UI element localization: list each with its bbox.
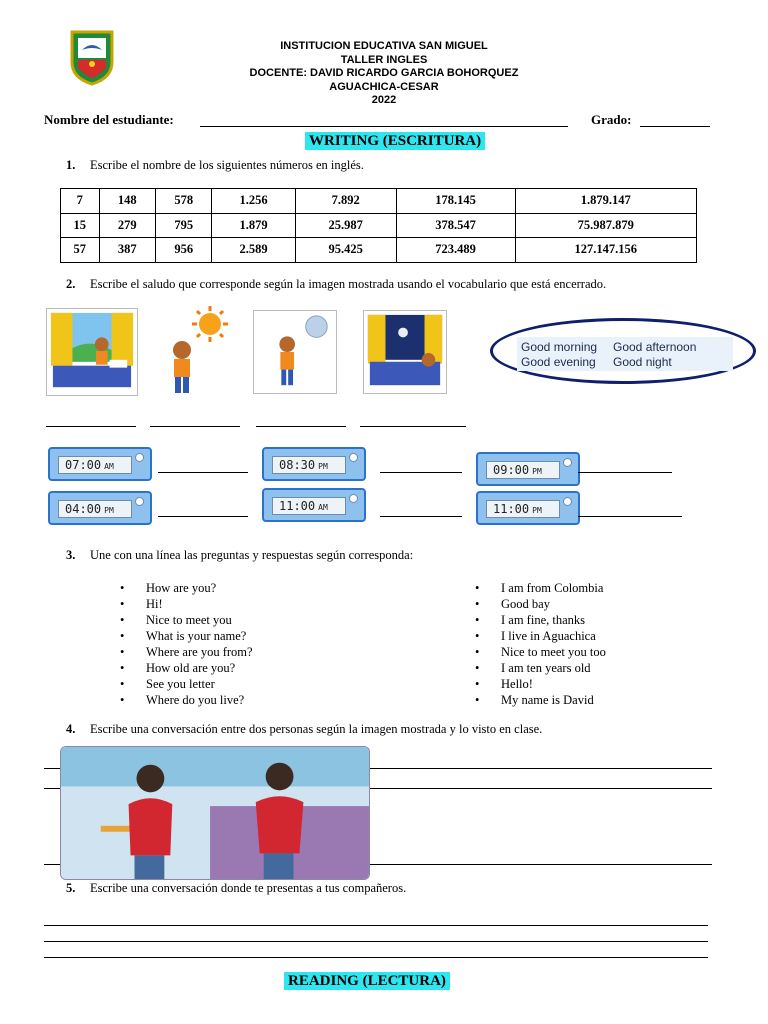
vocab-good-afternoon: Good afternoon xyxy=(613,340,697,354)
question-1 xyxy=(66,158,364,173)
table-cell: 1.879 xyxy=(212,213,295,238)
question-5 xyxy=(66,881,406,896)
digital-clock xyxy=(48,447,152,481)
digital-clock xyxy=(48,491,152,525)
boy-and-sun-image xyxy=(160,306,232,398)
answer-line[interactable] xyxy=(256,426,346,427)
teacher-name: DOCENTE: DAVID RICARDO GARCIA BOHORQUEZ xyxy=(249,67,519,79)
vocab-good-evening: Good evening xyxy=(521,355,596,369)
table-cell: 7 xyxy=(61,189,100,214)
list-item[interactable]: • Nice to meet you xyxy=(146,612,253,628)
answer-line[interactable] xyxy=(150,426,240,427)
answer-line[interactable] xyxy=(158,472,248,473)
answers-list xyxy=(501,580,606,708)
table-cell: 578 xyxy=(155,189,211,214)
answer-line[interactable] xyxy=(578,516,682,517)
list-item[interactable]: • Where are you from? xyxy=(146,644,253,660)
location: AGUACHICA-CESAR xyxy=(329,80,439,93)
student-name-label: Nombre del estudiante: xyxy=(44,112,174,127)
writing-line[interactable] xyxy=(44,941,708,942)
list-item[interactable]: • I live in Aguachica xyxy=(501,628,606,644)
table-cell: 378.547 xyxy=(396,213,515,238)
answer-line[interactable] xyxy=(578,472,672,473)
clock-period: PM xyxy=(532,467,542,476)
workshop-title: TALLER INGLES xyxy=(340,53,428,66)
clock-period: PM xyxy=(104,506,114,515)
question-number: 5. xyxy=(66,881,76,895)
vocabulary-box xyxy=(517,337,733,371)
boy-and-moon-image xyxy=(253,310,337,394)
answer-line[interactable] xyxy=(380,516,462,517)
list-item[interactable]: • I am ten years old xyxy=(501,660,606,676)
list-item[interactable]: • Hello! xyxy=(501,676,606,692)
answer-line[interactable] xyxy=(158,516,248,517)
list-item[interactable]: • How are you? xyxy=(146,580,253,596)
school-name: INSTITUCION EDUCATIVA SAN MIGUEL xyxy=(280,40,488,52)
digital-clock xyxy=(262,447,366,481)
table-cell: 75.987.879 xyxy=(515,213,696,238)
table-cell: 387 xyxy=(99,238,155,263)
document-header xyxy=(0,40,768,108)
question-text: Escribe el saludo que corresponde según la imagen mostrada usando el vocabulario que está encerrado. xyxy=(90,277,607,291)
two-girls-talking-photo xyxy=(60,746,370,880)
question-number: 4. xyxy=(66,722,76,736)
list-item[interactable]: • Nice to meet you too xyxy=(501,644,606,660)
clock-period: PM xyxy=(318,462,328,471)
question-4 xyxy=(66,722,542,737)
table-cell: 15 xyxy=(61,213,100,238)
reading-section-title: READING (LECTURA) xyxy=(284,972,450,990)
table-cell: 1.256 xyxy=(212,189,295,214)
question-number: 1. xyxy=(66,158,76,172)
boy-waking-up-image xyxy=(46,308,138,396)
vocab-good-morning: Good morning xyxy=(521,340,598,354)
table-cell: 127.147.156 xyxy=(515,238,696,263)
table-cell: 795 xyxy=(155,213,211,238)
answer-line[interactable] xyxy=(380,472,462,473)
grade-label: Grado: xyxy=(591,112,632,127)
table-cell: 57 xyxy=(61,238,100,263)
student-name-line[interactable] xyxy=(200,126,568,127)
list-item[interactable]: • I am from Colombia xyxy=(501,580,606,596)
table-cell: 148 xyxy=(99,189,155,214)
list-item[interactable]: • See you letter xyxy=(146,676,253,692)
numbers-table xyxy=(60,188,697,263)
answer-line[interactable] xyxy=(360,426,466,427)
table-cell: 178.145 xyxy=(396,189,515,214)
answer-line[interactable] xyxy=(46,426,136,427)
question-3 xyxy=(66,548,413,563)
writing-section-title: WRITING (ESCRITURA) xyxy=(305,132,485,150)
question-number: 2. xyxy=(66,277,76,291)
digital-clock xyxy=(476,452,580,486)
list-item[interactable]: • What is your name? xyxy=(146,628,253,644)
clock-time: 08:30 xyxy=(279,458,316,472)
clock-period: PM xyxy=(532,506,542,515)
clock-time: 11:00 xyxy=(493,502,530,516)
table-cell: 2.589 xyxy=(212,238,295,263)
question-number: 3. xyxy=(66,548,76,562)
student-info-row xyxy=(44,112,714,128)
year: 2022 xyxy=(371,94,397,106)
digital-clock xyxy=(476,491,580,525)
list-item[interactable]: • I am fine, thanks xyxy=(501,612,606,628)
table-row xyxy=(61,189,697,214)
question-2 xyxy=(66,277,606,292)
list-item[interactable]: • Good bay xyxy=(501,596,606,612)
list-item[interactable]: • My name is David xyxy=(501,692,606,708)
clock-period: AM xyxy=(104,462,114,471)
question-text: Escribe una conversación entre dos personas según la imagen mostrada y lo visto en clase. xyxy=(90,722,543,736)
grade-line[interactable] xyxy=(640,126,710,127)
list-item[interactable]: • Hi! xyxy=(146,596,253,612)
digital-clock xyxy=(262,488,366,522)
table-cell: 95.425 xyxy=(295,238,396,263)
table-cell: 956 xyxy=(155,238,211,263)
vocabulary-oval xyxy=(490,318,756,384)
boy-sleeping-image xyxy=(363,310,447,394)
list-item[interactable]: • Where do you live? xyxy=(146,692,253,708)
clock-time: 07:00 xyxy=(65,458,102,472)
table-cell: 25.987 xyxy=(295,213,396,238)
clock-time: 04:00 xyxy=(65,502,102,516)
question-text: Escribe una conversación donde te presentas a tus compañeros. xyxy=(90,881,407,895)
question-text: Une con una línea las preguntas y respuestas según corresponda: xyxy=(90,548,414,562)
vocab-good-night: Good night xyxy=(613,355,672,369)
clock-time: 11:00 xyxy=(279,499,316,513)
list-item[interactable]: • How old are you? xyxy=(146,660,253,676)
question-text: Escribe el nombre de los siguientes números en inglés. xyxy=(90,158,364,172)
clock-time: 09:00 xyxy=(493,463,530,477)
table-cell: 1.879.147 xyxy=(515,189,696,214)
table-cell: 723.489 xyxy=(396,238,515,263)
table-cell: 7.892 xyxy=(295,189,396,214)
table-cell: 279 xyxy=(99,213,155,238)
table-row xyxy=(61,238,697,263)
writing-line[interactable] xyxy=(44,925,708,926)
table-row xyxy=(61,213,697,238)
writing-line[interactable] xyxy=(44,957,708,958)
questions-list xyxy=(146,580,253,708)
clock-period: AM xyxy=(318,503,328,512)
